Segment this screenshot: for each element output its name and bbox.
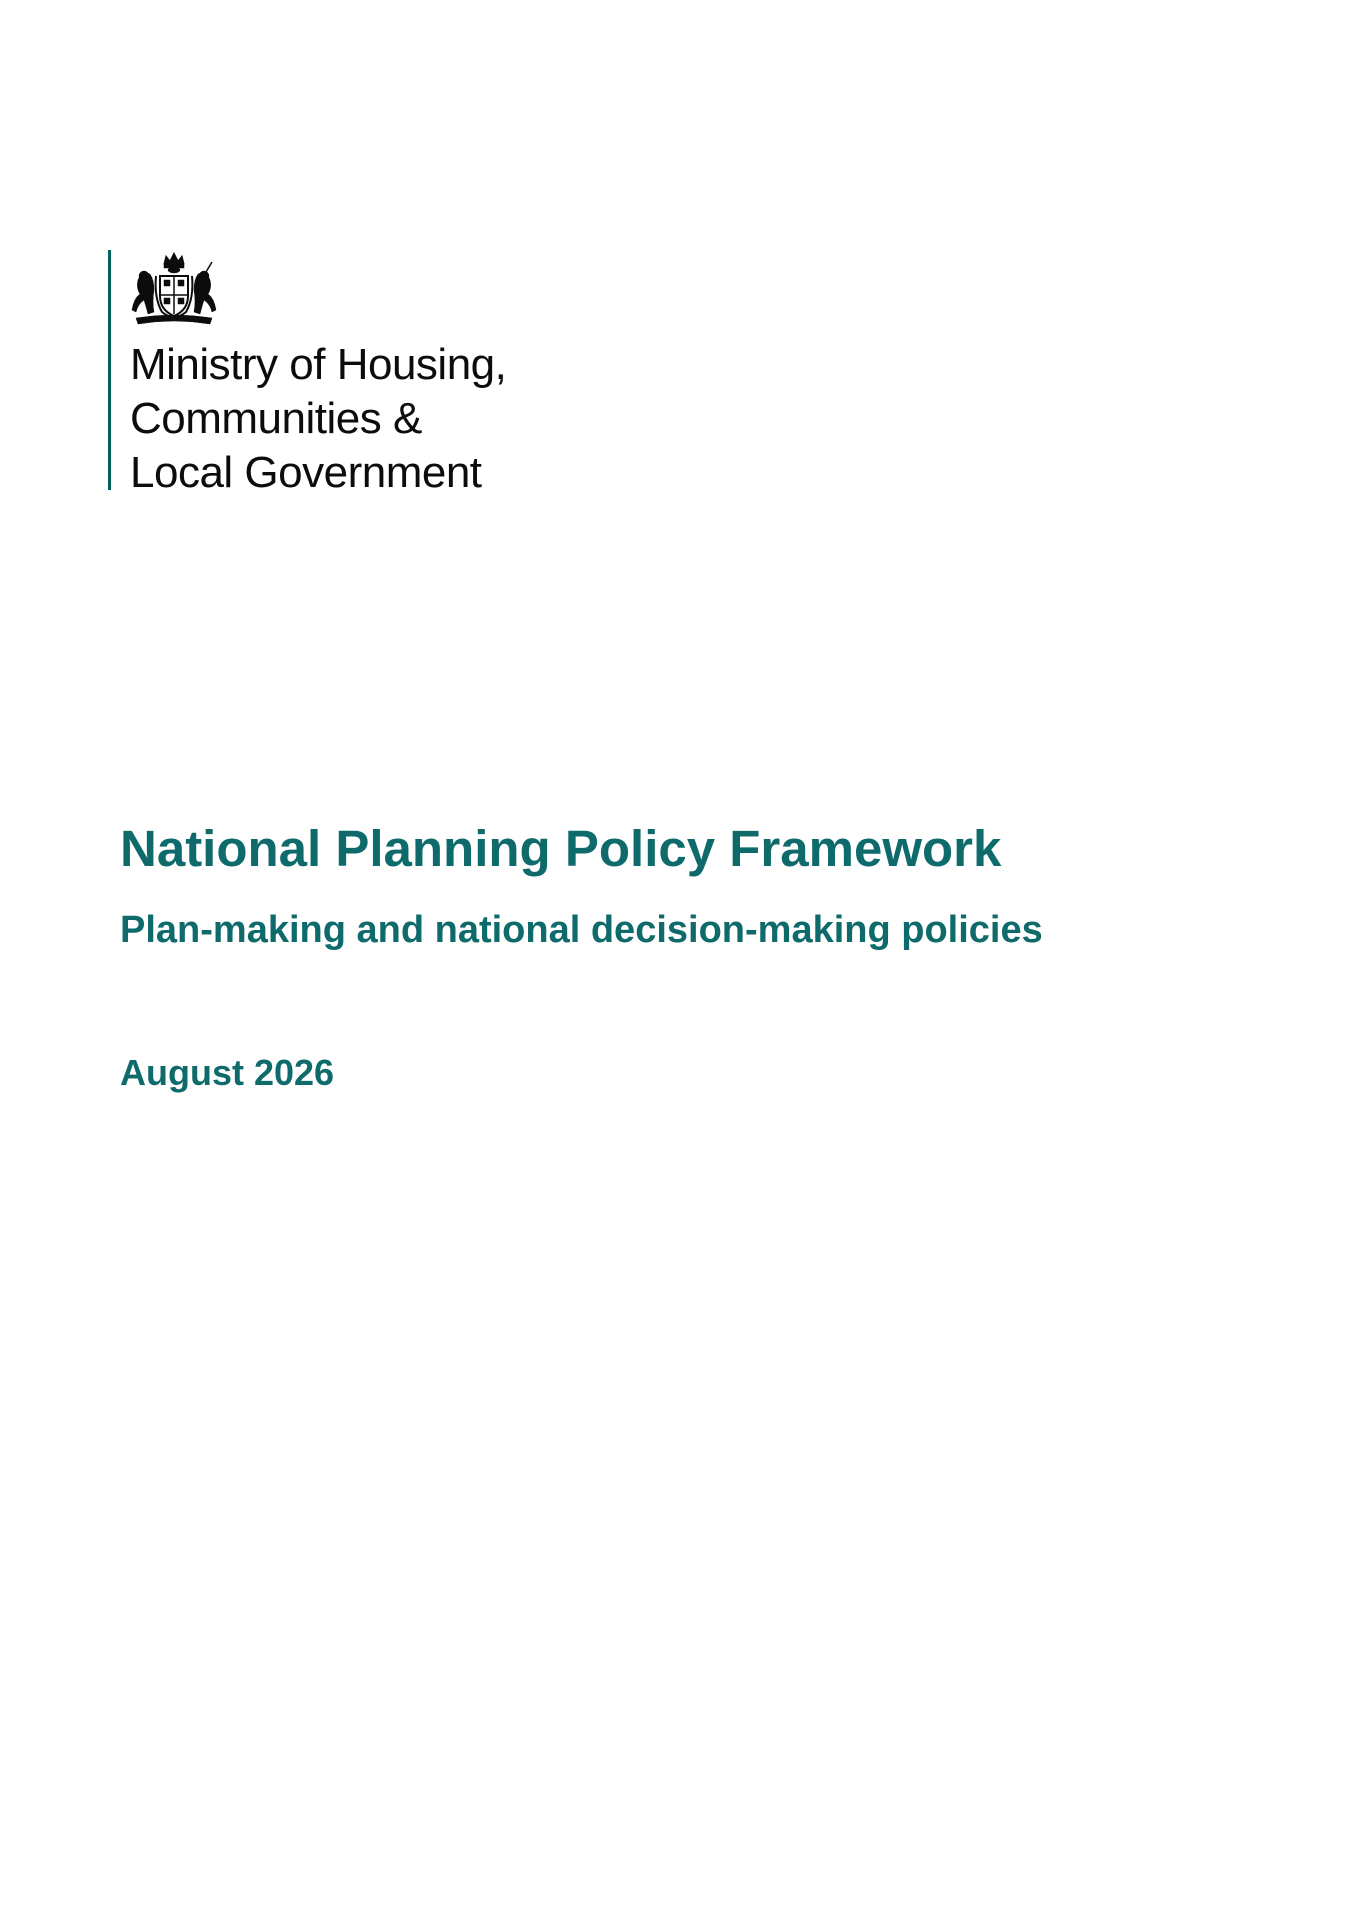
department-name-line: Local Government xyxy=(130,448,482,497)
document-subtitle: Plan-making and national decision-making policies xyxy=(120,909,1043,951)
department-name-line: Communities & xyxy=(130,394,422,443)
publication-date: August 2026 xyxy=(120,1052,335,1093)
department-name-line: Ministry of Housing, xyxy=(130,340,507,389)
document-title: National Planning Policy Framework xyxy=(120,820,1002,877)
department-logo xyxy=(108,250,628,497)
logo-rule xyxy=(108,250,111,490)
royal-coat-of-arms-icon xyxy=(130,250,218,328)
department-name xyxy=(130,338,506,500)
